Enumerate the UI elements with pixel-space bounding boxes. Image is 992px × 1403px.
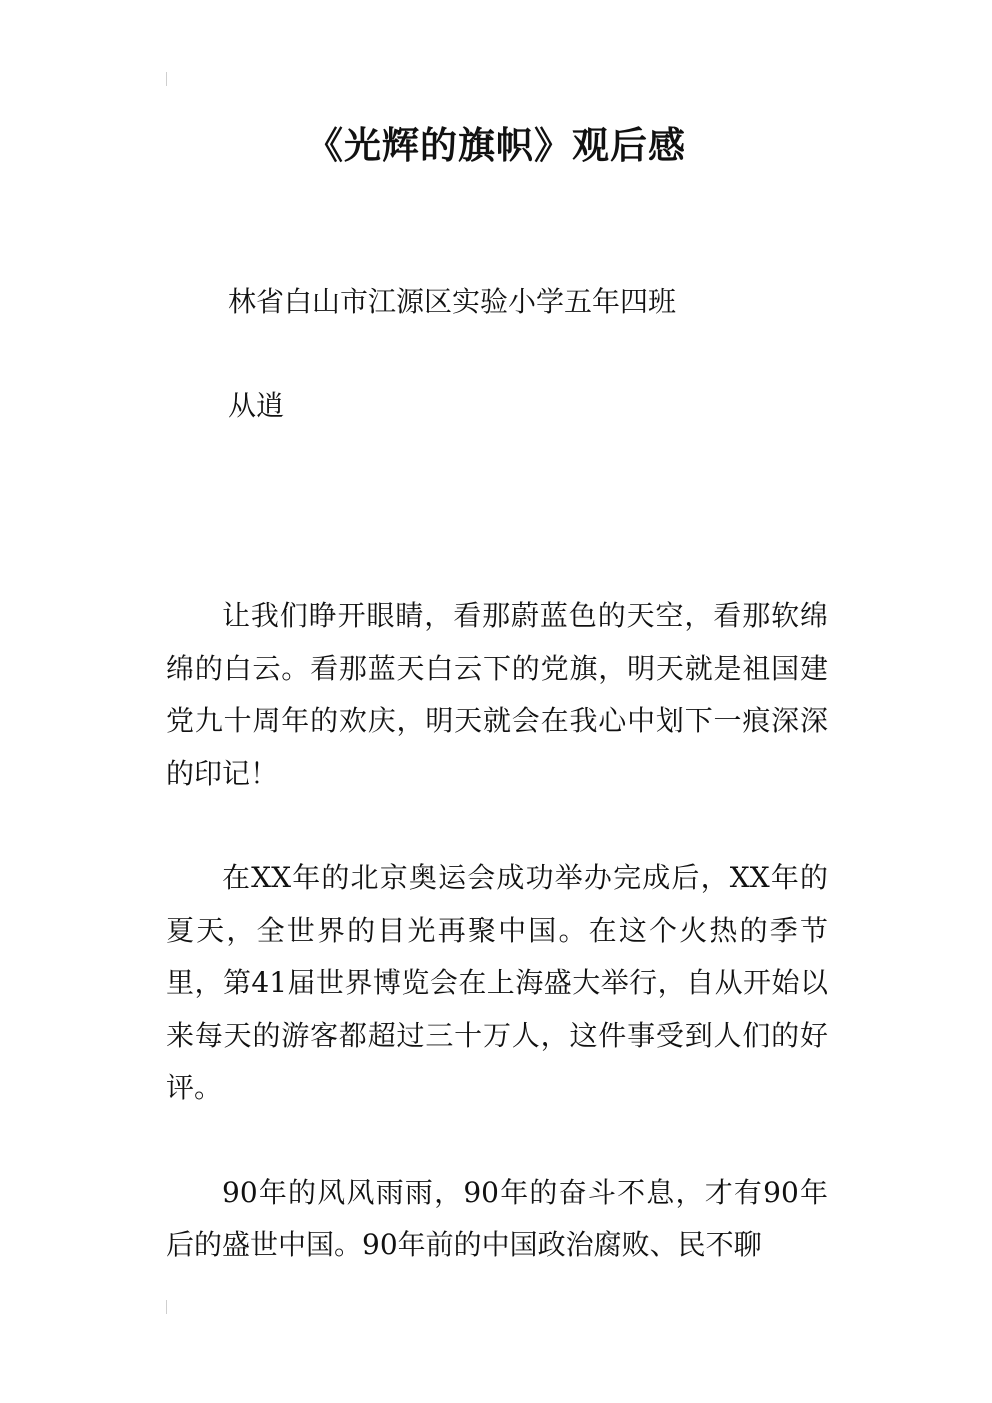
- paragraph: 在XX年的北京奥运会成功举办完成后，XX年的夏天，全世界的目光再聚中国。在这个火热的季节里，第41届世界博览会在上海盛大举行，自从开始以来每天的游客都超过三十万人，这件事受到人们的好评。: [166, 861, 828, 1104]
- page-corner-mark-bottom: [166, 1300, 167, 1314]
- author-name: 从逍: [228, 389, 285, 422]
- document-title: 《光辉的旗帜》观后感: [306, 124, 686, 167]
- paragraph: 90年的风风雨雨，90年的奋斗不息，才有90年后的盛世中国。90年前的中国政治腐败、民不聊: [166, 1175, 828, 1261]
- paragraph: 让我们睁开眼睛，看那蔚蓝色的天空，看那软绵绵的白云。看那蓝天白云下的党旗，明天就是祖国建党九十周年的欢庆，明天就会在我心中划下一痕深深的印记！: [166, 599, 828, 790]
- document-body: [166, 590, 828, 1324]
- page-corner-mark-top: [166, 72, 167, 86]
- author-school: 林省白山市江源区实验小学五年四班: [228, 285, 677, 318]
